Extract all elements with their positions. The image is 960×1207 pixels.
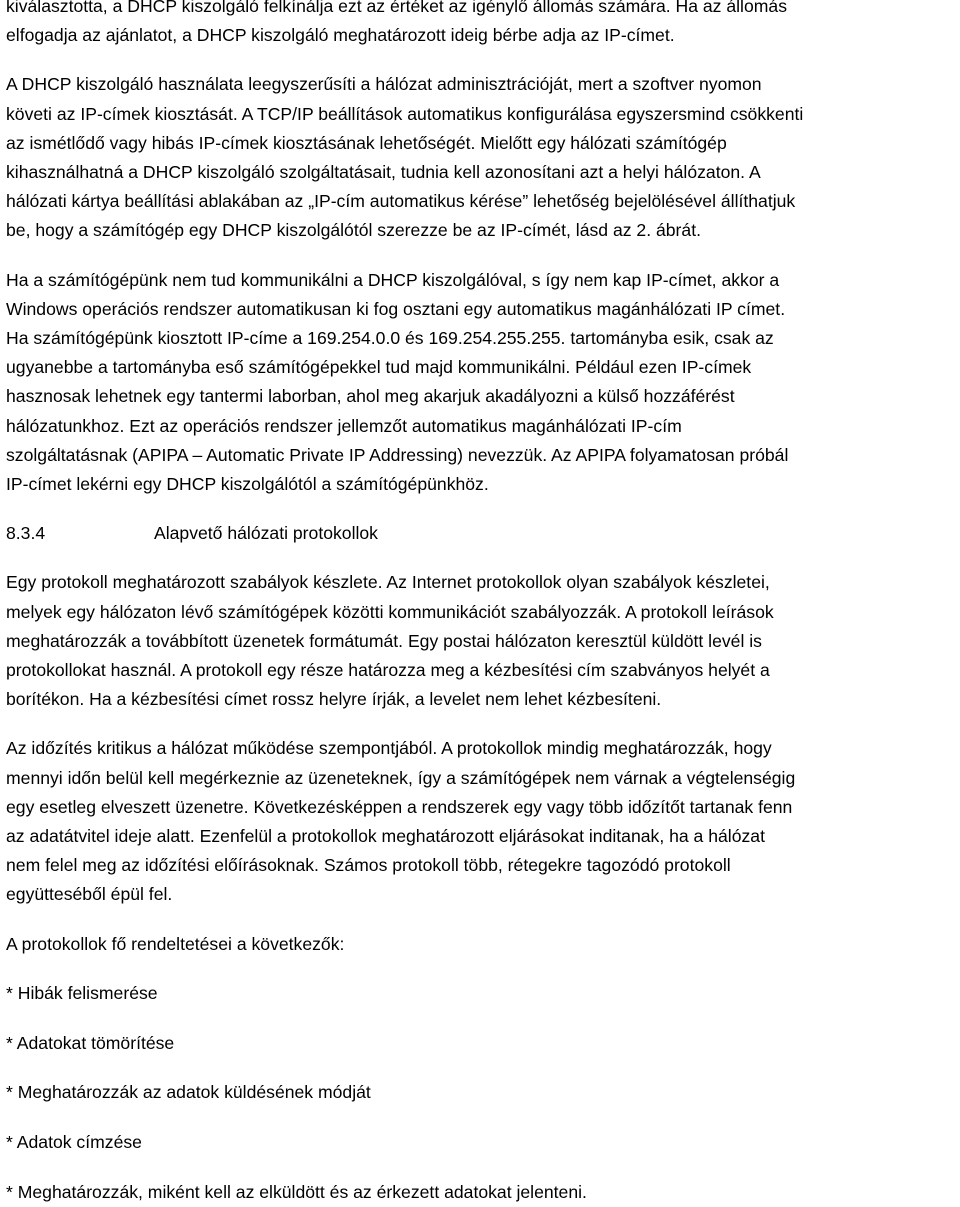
text-line: ugyanebbe a tartományba eső számítógépekkel tud majd kommunikálni. Például ezen IP-címek: [6, 357, 752, 378]
text-line: meghatározzák a továbbított üzenetek formátumát. Egy postai hálózaton keresztül küldött levél is: [6, 630, 762, 651]
list-spacer: [6, 1058, 956, 1079]
text-line: be, hogy a számítógép egy DHCP kiszolgálótól szerezze be az IP-címét, lásd az 2. ábrát.: [6, 220, 701, 241]
paragraph-spacer: [6, 246, 956, 266]
list-item: * Adatok címzése: [6, 1132, 142, 1152]
text-line: borítékon. Ha a kézbesítési címet rossz helyre írják, a levelet nem lehet kézbesíteni.: [6, 689, 662, 710]
text-line: hálózati kártya beállítási ablakában az „IP-cím automatikus kérése” lehetőség bejelölésével állíthatjuk: [6, 191, 796, 212]
list-item: * Meghatározzák, miként kell az elküldött és az érkezett adatokat jelenteni.: [6, 1181, 587, 1202]
text-line: Ha a számítógépünk nem tud kommunikálni a DHCP kiszolgálóval, s így nem kap IP-címet, akkor a: [6, 269, 780, 290]
section-title: Alapvető hálózati protokollok: [154, 523, 378, 544]
text-line: szolgáltatásnak (APIPA – Automatic Private IP Addressing) nevezzük. Az APIPA folyamatosan próbál: [6, 444, 789, 465]
text-line: Az időzítés kritikus a hálózat működése szempontjából. A protokollok mindig meghatározzák, hogy: [6, 738, 772, 759]
text-line: mennyi időn belül kell megérkeznie az üzeneteknek, így a számítógépek nem várnak a végtelenségig: [6, 767, 796, 788]
text-line: az ismétlődő vagy hibás IP-címek kiosztásának lehetőségét. Mielőtt egy hálózati számítógép: [6, 132, 727, 153]
list-item: * Hibák felismerése: [6, 982, 158, 1003]
paragraph-spacer: [6, 50, 956, 70]
text-line: elfogadja az ajánlatot, a DHCP kiszolgáló meghatározott ideig bérbe adja az IP-címet.: [6, 25, 675, 46]
paragraph-dhcp-offer: [6, 0, 956, 50]
section-number: 8.3.4: [6, 523, 46, 544]
text-line: együtteséből épül fel.: [6, 884, 173, 905]
paragraph-spacer: [6, 959, 956, 979]
text-line: kihasználhatná a DHCP kiszolgáló szolgáltatásait, tudnia kell azonosítani azt a helyi hálózaton. A: [6, 162, 761, 183]
paragraph-spacer: [6, 714, 956, 734]
section-heading: [6, 519, 956, 548]
text-line: protokollokat használ. A protokoll egy része határozza meg a kézbesítési cím szabványos helyét a: [6, 660, 770, 681]
paragraph-dhcp-usage: [6, 70, 956, 245]
list-spacer: [6, 1008, 956, 1029]
paragraph-apipa: [6, 266, 956, 500]
list-spacer: [6, 1157, 956, 1178]
text-line: hálózatunkhoz. Ezt az operációs rendszer jellemzőt automatikus magánhálózati IP-cím: [6, 415, 682, 436]
text-line: Egy protokoll meghatározott szabályok készlete. Az Internet protokollok olyan szabályok készletei,: [6, 572, 770, 593]
paragraph-protocol-definition: [6, 568, 956, 714]
paragraph-timing: [6, 734, 956, 909]
text-line: nem felel meg az időzítési előírásoknak. Számos protokoll több, rétegekre tagozódó protokoll: [6, 855, 731, 876]
paragraph-spacer: [6, 499, 956, 519]
text-line: A protokollok fő rendeltetései a következők:: [6, 933, 345, 954]
text-line: egy esetleg elveszett üzenetre. Következésképpen a rendszerek egy vagy több időzítőt tartanak fenn: [6, 796, 793, 817]
bullet-list: [6, 979, 956, 1207]
text-line: kiválasztotta, a DHCP kiszolgáló felkínálja ezt az értéket az igénylő állomás számára. Ha az állomás: [6, 0, 787, 16]
paragraph-spacer: [6, 548, 956, 568]
list-item: * Meghatározzák az adatok küldésének módját: [6, 1082, 371, 1103]
document-page: [6, 0, 956, 1207]
text-line: követi az IP-címek kiosztását. A TCP/IP beállítások automatikus konfigurálása egyszersmind csökkenti: [6, 103, 804, 124]
text-line: melyek egy hálózaton lévő számítógépek közötti kommunikációt szabályozzák. A protokoll leírások: [6, 601, 774, 622]
list-item: * Adatokat tömörítése: [6, 1032, 175, 1053]
paragraph-purposes-intro: [6, 930, 956, 959]
text-line: az adatátvitel ideje alatt. Ezenfelül a protokollok meghatározott eljárásokat inditanak, ha a hálózat: [6, 826, 765, 847]
text-line: IP-címet lekérni egy DHCP kiszolgálótól a számítógépünkhöz.: [6, 474, 489, 495]
text-line: Windows operációs rendszer automatikusan ki fog osztani egy automatikus magánhálózati IP címet.: [6, 298, 786, 319]
text-line: A DHCP kiszolgáló használata leegyszerűsíti a hálózat adminisztrációját, mert a szoftver nyomon: [6, 74, 762, 95]
text-line: hasznosak lehetnek egy tantermi laborban, ahol meg akarjuk akadályozni a külső hozzáférést: [6, 386, 735, 407]
paragraph-spacer: [6, 910, 956, 930]
text-line: Ha számítógépünk kiosztott IP-címe a 169.254.0.0 és 169.254.255.255. tartományba esik, csak az: [6, 328, 774, 349]
list-spacer: [6, 1108, 956, 1129]
